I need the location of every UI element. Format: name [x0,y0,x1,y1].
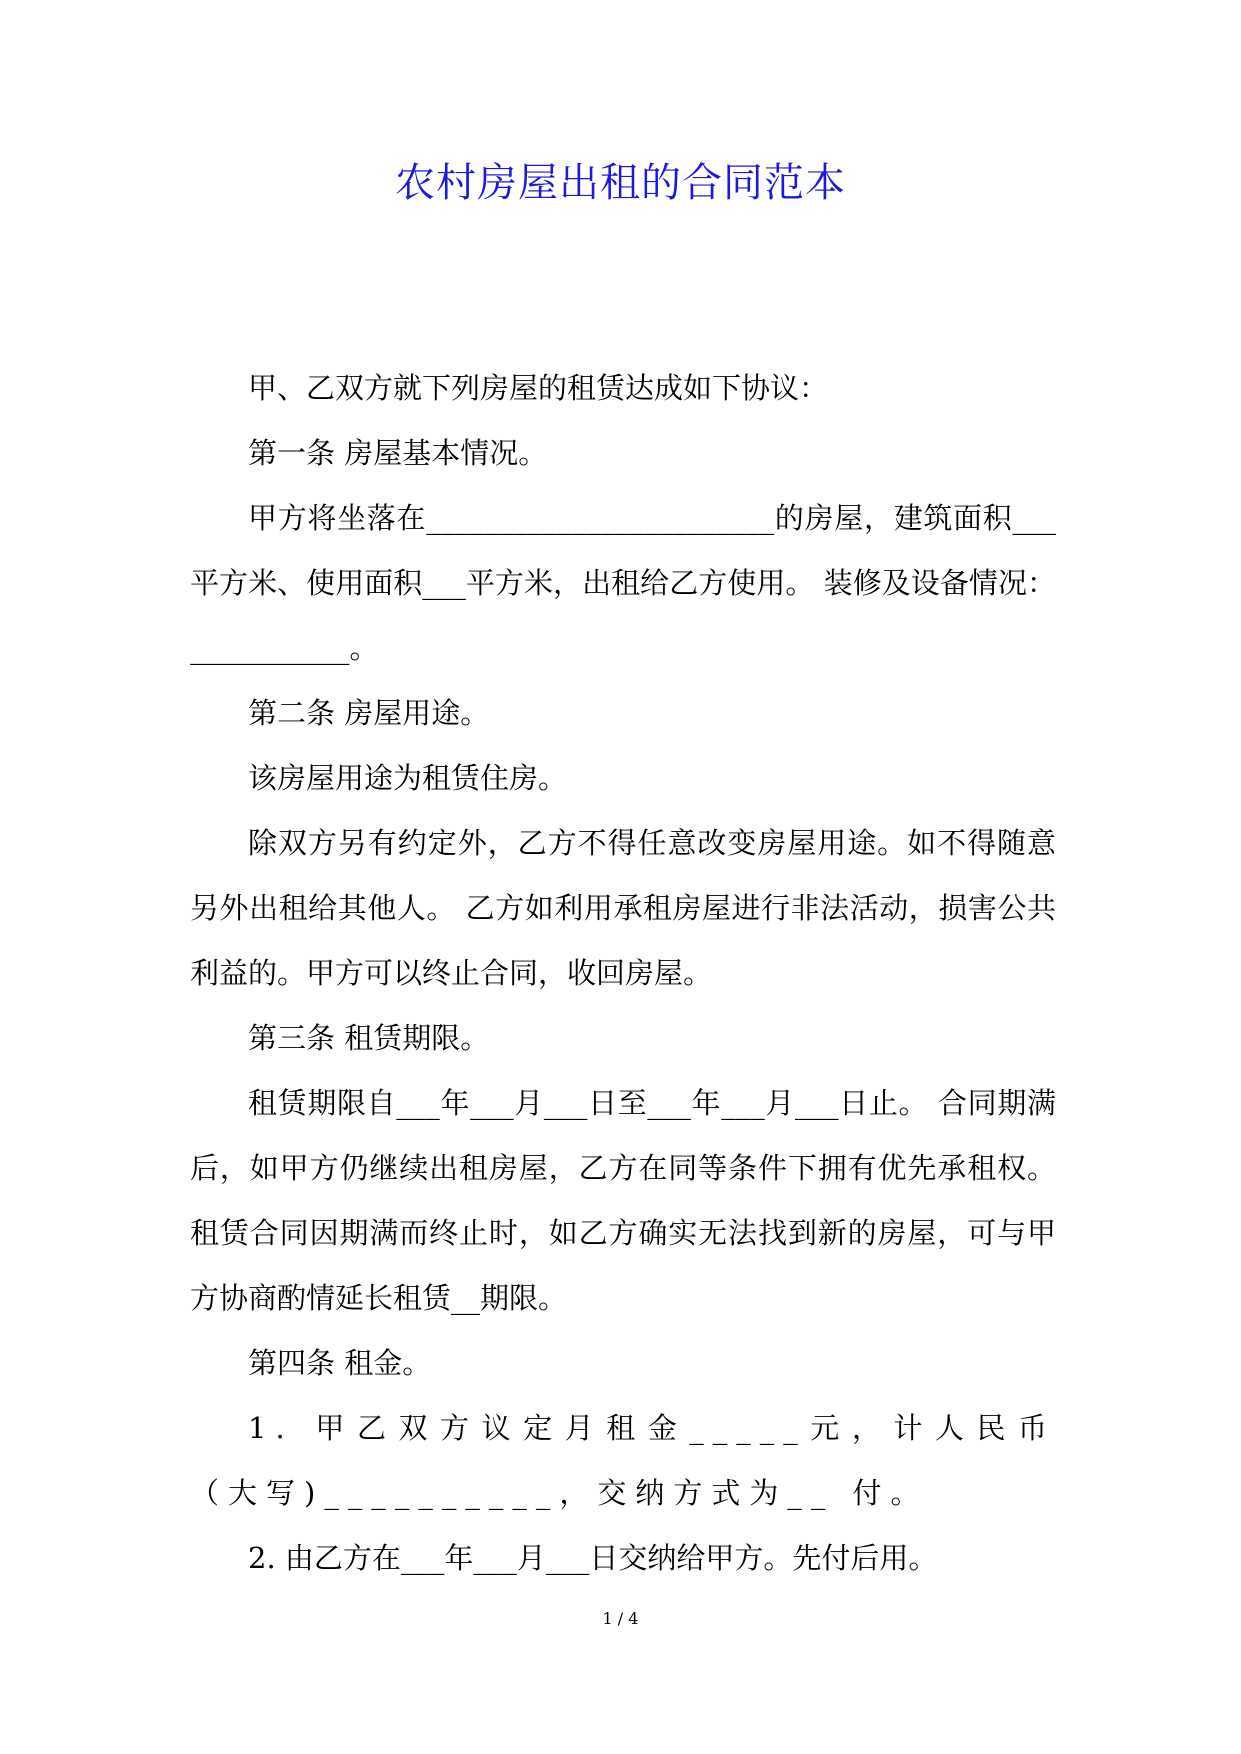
article-1-heading: 第一条 房屋基本情况。 [248,436,548,470]
article-2-content-usage: 该房屋用途为租赁住房。 [248,761,568,795]
page-number: 1 / 4 [602,1609,639,1628]
article-2-heading: 第二条 房屋用途。 [248,696,490,730]
document-body [190,356,1056,1591]
article-4-heading: 第四条 租金。 [248,1346,432,1380]
document-title: 农村房屋出租的合同范本 [395,160,846,206]
article-1-content: 甲方将坐落在________________________的房屋，建筑面积___平方米、使用面积___平方米，出租给乙方使用。 装修及设备情况：___________。 [190,501,1056,665]
article-3-content: 租赁期限自___年___月___日至___年___月___日止。 合同期满后，如甲方仍继续出租房屋，乙方在同等条件下拥有优先承租权。 租赁合同因期满而终止时，如乙方确实无法找到新的房屋，可与甲方协商酌情延长租赁__期限。 [190,1086,1056,1315]
article-4-item-2: 2. 由乙方在___年___月___日交纳给甲方。先付后用。 [248,1541,938,1575]
article-2-content-restrictions: 除双方另有约定外，乙方不得任意改变房屋用途。如不得随意另外出租给其他人。 乙方如利用承租房屋进行非法活动，损害公共利益的。甲方可以终止合同，收回房屋。 [190,826,1056,990]
article-3-heading: 第三条 租赁期限。 [248,1021,490,1055]
intro-paragraph: 甲、乙双方就下列房屋的租赁达成如下协议： [248,371,829,405]
article-4-item-1: 1. 甲乙双方议定月租金_____元，计人民币（大写)__________，交纳方式为__ 付。 [190,1411,1056,1510]
